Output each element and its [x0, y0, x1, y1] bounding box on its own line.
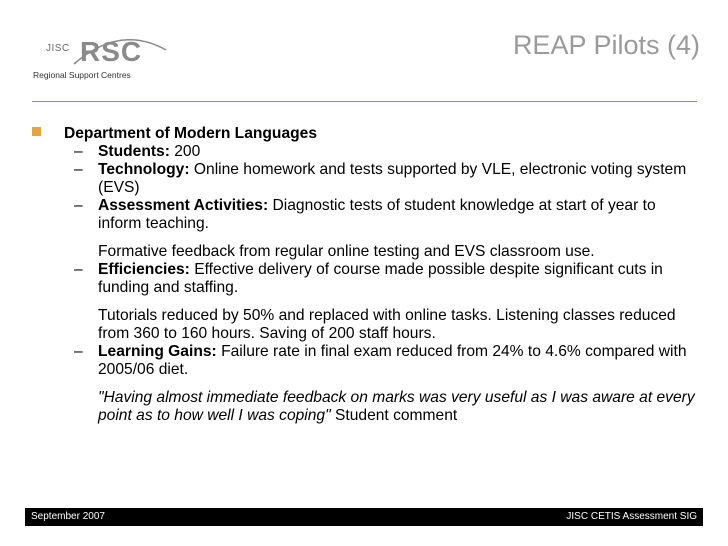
list-item: [98, 161, 698, 197]
item-text: Diagnostic tests of student knowledge at start of year to inform teaching.: [98, 197, 656, 232]
footer-date: September 2007: [31, 511, 105, 522]
dash-icon: –: [74, 343, 83, 360]
list-item: [98, 197, 698, 233]
item-label: Technology:: [98, 161, 190, 178]
list-item: [98, 261, 698, 297]
footer-org: JISC CETIS Assessment SIG: [566, 511, 697, 522]
slide-title: REAP Pilots (4): [512, 30, 700, 60]
item-text: 200: [174, 143, 201, 160]
dash-icon: –: [74, 143, 83, 160]
square-bullet-icon: [32, 127, 41, 136]
item-text: Failure rate in final exam reduced from 24% to 4.6% compared with 2005/06 diet.: [98, 343, 687, 378]
dash-icon: –: [74, 261, 83, 278]
footer-bar: [25, 508, 703, 526]
student-quote: [98, 389, 698, 425]
item-text: Online homework and tests supported by VLE, electronic voting system (EVS): [98, 161, 687, 196]
item-label: Efficiencies:: [98, 261, 190, 278]
dash-icon: –: [74, 197, 83, 214]
rsc-logo: [30, 28, 165, 84]
logo-jisc-text: JISC: [46, 43, 70, 54]
item-extra-paragraph: Formative feedback from regular online testing and EVS classroom use.: [98, 243, 595, 260]
quote-text: "Having almost immediate feedback on marks was very useful as I was aware at every point as to how well I was coping": [98, 389, 695, 424]
item-text: Effective delivery of course made possible despite significant cuts in funding and staffing.: [98, 261, 663, 296]
item-label: Assessment Activities:: [98, 197, 269, 214]
department-heading: Department of Modern Languages: [64, 125, 317, 142]
item-extra-paragraph: Tutorials reduced by 50% and replaced with online tasks. Listening classes reduced from 360 to 160 hours. Saving of 200 staff hours.: [98, 307, 676, 342]
logo-subtitle: Regional Support Centres: [33, 70, 131, 80]
dash-icon: –: [74, 161, 83, 178]
list-item: [98, 343, 698, 379]
quote-attribution: Student comment: [334, 407, 458, 424]
item-label: Learning Gains:: [98, 343, 217, 360]
logo-rsc-text: RSC: [80, 36, 143, 67]
title-divider: [32, 101, 697, 102]
list-item: [98, 143, 698, 161]
item-label: Students:: [98, 143, 170, 160]
